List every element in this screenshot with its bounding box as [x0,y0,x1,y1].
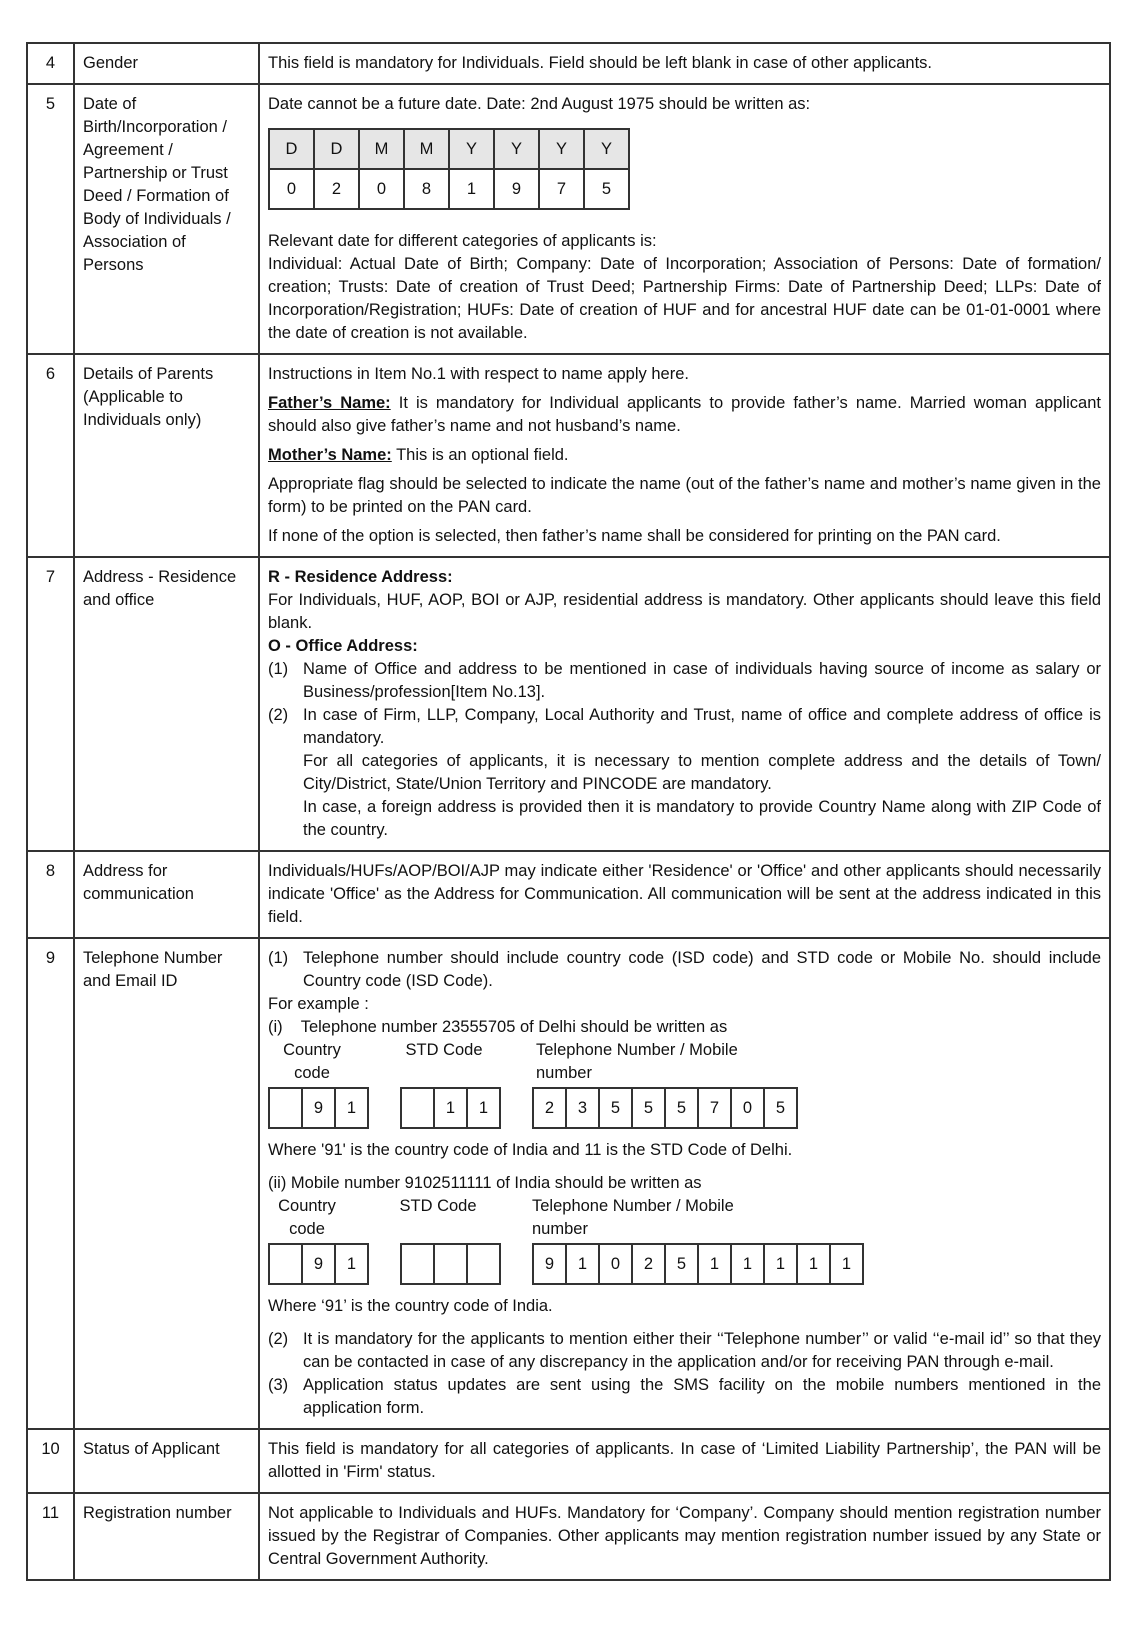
digit-cell: 5 [665,1088,698,1128]
std-code-label: STD Code [399,1197,477,1215]
table-row [27,851,1110,938]
row-item: Details of Parents (Applicable to Individuals only) [74,354,259,557]
digit-cell: 1 [797,1244,830,1284]
digit-cell: 1 [830,1244,863,1284]
row-item: Registration number [74,1493,259,1580]
digit-cell: 0 [599,1244,632,1284]
date-value-cell: 0 [269,169,314,209]
date-header-cell: Y [494,129,539,169]
country-code-boxes [268,1087,369,1129]
row-description [259,938,1110,1429]
country-code-label: Country code [278,1197,336,1238]
row-number: 4 [27,43,74,84]
country-code-boxes [268,1243,369,1285]
row-item: Address - Residence and office [74,557,259,851]
row-description: This field is mandatory for all categories of applicants. In case of ‘Limited Liability Partnership’, the PAN will be allotted in 'Firm' status. [259,1429,1110,1493]
list-number: (2) [268,706,289,724]
list-number: (2) [268,1330,289,1348]
example-2-labels [268,1195,1101,1241]
relevant-date-text: Individual: Actual Date of Birth; Company: Date of Incorporation; Association of Persons: Date of formation/ creation; Trusts: Date of creation of Trust Deed; Partnership Firms: Date of Partnership Deed; LLPs: Date of Incorporation/Registration; HUFs: Date of creation of HUF and for ancestral HUF date can be 01-01-0001 where the date of creation is not available. [268,255,1101,342]
digit-cell: 5 [632,1088,665,1128]
parents-instruction: Instructions in Item No.1 with respect to name apply here. [268,365,689,383]
list-text: It is mandatory for the applicants to mention either their ‘‘Telephone number’’ or valid ‘‘e-mail id’’ so that they can be contacted in case of any discrepancy in the application and/or for receiving PAN through e-mail. [303,1330,1101,1371]
date-header-cell: M [359,129,404,169]
row-description [259,84,1110,354]
row-description: Not applicable to Individuals and HUFs. Mandatory for ‘Company’. Company should mention registration number issued by the Registrar of Companies. Other applicants may mention registration number issued by any State or Central Government Authority. [259,1493,1110,1580]
table-row [27,938,1110,1429]
father-name-text: It is mandatory for Individual applicants to provide father’s name. Married woman applicant should also give father’s name and not husband’s name. [268,394,1101,435]
example-1-boxes [268,1087,1101,1129]
mother-name-text: This is an optional field. [391,446,569,464]
date-intro: Date cannot be a future date. Date: 2nd August 1975 should be written as: [268,95,811,113]
digit-cell: 1 [731,1244,764,1284]
date-example-boxes [268,128,630,210]
date-value-cell: 8 [404,169,449,209]
list-text: Application status updates are sent using the SMS facility on the mobile numbers mentioned in the application form. [303,1376,1101,1417]
list-item [268,947,1101,993]
digit-cell: 9 [533,1244,566,1284]
list-text: In case of Firm, LLP, Company, Local Authority and Trust, name of office and complete address of office is mandatory. [303,706,1101,747]
digit-cell: 3 [566,1088,599,1128]
row-item: Date of Birth/Incorporation / Agreement / Partnership or Trust Deed / Formation of Body of Individuals / Association of Persons [74,84,259,354]
row-item: Telephone Number and Email ID [74,938,259,1429]
date-header-cell: Y [584,129,629,169]
digit-cell [467,1244,500,1284]
office-title: O - Office Address: [268,637,418,655]
digit-cell [434,1244,467,1284]
example-1-title: (i) Telephone number 23555705 of Delhi should be written as [268,1018,728,1036]
std-code-boxes [400,1087,501,1129]
digit-cell: 1 [566,1244,599,1284]
digit-cell: 9 [302,1088,335,1128]
telephone-boxes [532,1087,798,1129]
list-item [268,658,1101,704]
list-number: (3) [268,1376,289,1394]
residence-text: For Individuals, HUF, AOP, BOI or AJP, residential address is mandatory. Other applicants should leave this field blank. [268,591,1101,632]
country-code-label: Country code [283,1041,341,1082]
list-item [268,1374,1101,1420]
row-number: 5 [27,84,74,354]
row-description [259,354,1110,557]
date-value-cell: 7 [539,169,584,209]
mother-name-label: Mother’s Name: [268,446,392,464]
table-row [27,43,1110,84]
date-header-cell: D [269,129,314,169]
row-number: 9 [27,938,74,1429]
digit-cell: 2 [632,1244,665,1284]
telephone-label: Telephone Number / Mobile number [536,1041,738,1082]
table-row [27,1429,1110,1493]
default-note: If none of the option is selected, then father’s name shall be considered for printing on the PAN card. [268,527,1001,545]
row-item: Gender [74,43,259,84]
digit-cell: 5 [764,1088,797,1128]
list-item [268,704,1101,750]
digit-cell: 1 [335,1244,368,1284]
instructions-table [26,42,1111,1581]
residence-title: R - Residence Address: [268,568,453,586]
relevant-date-title: Relevant date for different categories of applicants is: [268,232,657,250]
example-1-note: Where '91' is the country code of India and 11 is the STD Code of Delhi. [268,1141,793,1159]
flag-note: Appropriate flag should be selected to indicate the name (out of the father’s name and mother’s name given in the form) to be printed on the PAN card. [268,475,1101,516]
date-header-cell: M [404,129,449,169]
example-1-labels [268,1039,1101,1085]
father-name-note [268,392,1101,438]
digit-cell: 1 [764,1244,797,1284]
table-row [27,354,1110,557]
date-value-cell: 1 [449,169,494,209]
date-value-cell: 2 [314,169,359,209]
row-number: 8 [27,851,74,938]
row-number: 11 [27,1493,74,1580]
digit-cell: 1 [434,1088,467,1128]
list-text: Name of Office and address to be mentioned in case of individuals having source of income as salary or Business/profession[Item No.13]. [303,660,1101,701]
row-number: 10 [27,1429,74,1493]
date-header-cell: D [314,129,359,169]
row-description: This field is mandatory for Individuals. Field should be left blank in case of other applicants. [259,43,1110,84]
row-description: Individuals/HUFs/AOP/BOI/AJP may indicate either 'Residence' or 'Office' and other applicants should necessarily indicate 'Office' as the Address for Communication. All communication will be sent at the address indicated in this field. [259,851,1110,938]
office-extra-note: In case, a foreign address is provided then it is mandatory to provide Country Name along with ZIP Code of the country. [303,798,1101,839]
telephone-label: Telephone Number / Mobile number [532,1197,734,1238]
std-code-label: STD Code [405,1041,483,1059]
row-description [259,557,1110,851]
for-example-label: For example : [268,995,369,1013]
table-row [27,557,1110,851]
digit-cell [401,1088,434,1128]
digit-cell [269,1244,302,1284]
table-row [27,1493,1110,1580]
digit-cell: 5 [665,1244,698,1284]
std-code-boxes [400,1243,501,1285]
row-number: 7 [27,557,74,851]
digit-cell: 9 [302,1244,335,1284]
date-value-cell: 9 [494,169,539,209]
example-2-note: Where ‘91’ is the country code of India. [268,1297,553,1315]
digit-cell [269,1088,302,1128]
date-value-cell: 0 [359,169,404,209]
table-row [27,84,1110,354]
father-name-label: Father’s Name: [268,394,391,412]
row-number: 6 [27,354,74,557]
date-header-cell: Y [449,129,494,169]
digit-cell: 5 [599,1088,632,1128]
digit-cell: 7 [698,1088,731,1128]
digit-cell: 1 [335,1088,368,1128]
date-header-cell: Y [539,129,584,169]
mother-name-note [268,444,1101,467]
mobile-boxes [532,1243,864,1285]
list-item [268,1328,1101,1374]
list-number: (1) [268,660,289,678]
list-number: (1) [268,949,289,967]
row-item: Status of Applicant [74,1429,259,1493]
example-2-title: (ii) Mobile number 9102511111 of India should be written as [268,1174,702,1192]
list-text: Telephone number should include country code (ISD code) and STD code or Mobile No. should include Country code (ISD Code). [303,949,1101,990]
row-item: Address for communication [74,851,259,938]
office-extra-note: For all categories of applicants, it is necessary to mention complete address and the details of Town/ City/District, State/Union Territory and PINCODE are mandatory. [303,752,1101,793]
digit-cell: 2 [533,1088,566,1128]
digit-cell: 0 [731,1088,764,1128]
date-value-cell: 5 [584,169,629,209]
example-2-boxes [268,1243,1101,1285]
digit-cell: 1 [698,1244,731,1284]
digit-cell: 1 [467,1088,500,1128]
digit-cell [401,1244,434,1284]
